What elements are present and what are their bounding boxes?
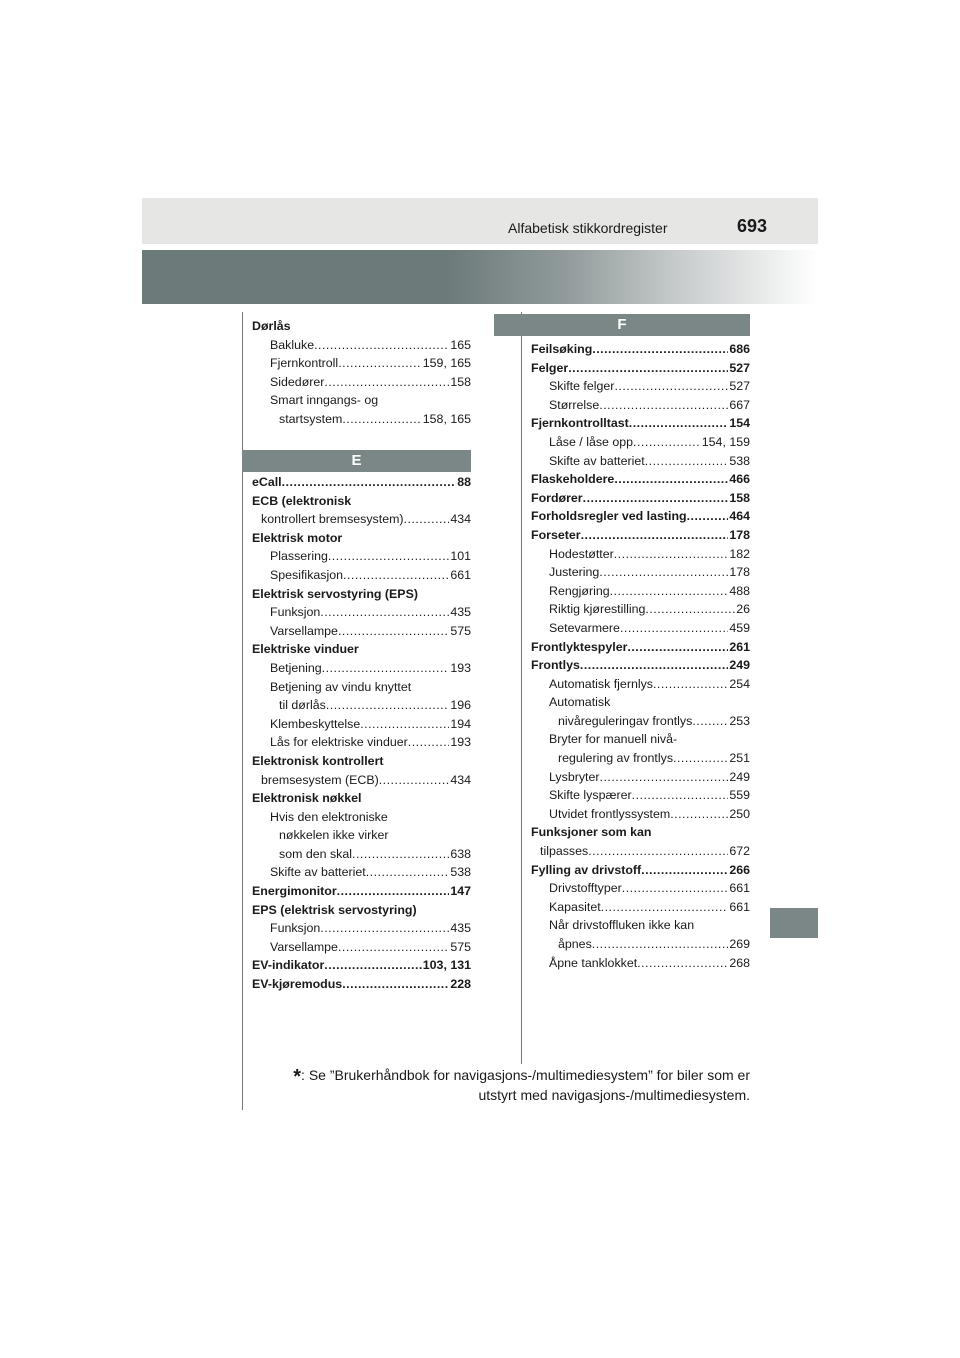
footnote [270,1066,750,1104]
index-entry [531,898,750,917]
entry-label: Justering [549,565,600,580]
dot-leader [592,935,729,954]
entry-label: Elektronisk kontrollert [252,753,384,768]
entry-label: Forseter [531,527,581,542]
entry-page-ref: 464 [729,509,750,524]
index-entry [252,622,471,641]
dot-leader [581,526,729,545]
index-entry [531,507,750,526]
entry-label: Bakluke [270,337,315,352]
left-column-top [252,317,471,429]
dot-leader [601,898,729,917]
entry-label: Elektrisk servostyring (EPS) [252,586,418,601]
entry-label: ECB (elektronisk [252,493,352,508]
entry-label: Rengjøring [549,583,610,598]
entry-page-ref: 254 [729,676,750,691]
entry-label: Energimonitor [252,884,337,899]
index-entry [252,510,471,529]
entry-label: Fjernkontrolltast [531,416,629,431]
entry-label: Betjening [270,660,322,675]
dot-leader [328,547,449,566]
index-entry [252,901,471,920]
dot-leader [282,473,457,492]
dot-leader [692,712,728,731]
entry-label: Funksjoner som kan [531,825,652,840]
entry-page-ref: 434 [450,512,471,527]
dot-leader [641,861,728,880]
entry-page-ref: 261 [729,639,750,654]
index-entry [252,808,471,827]
index-entry [252,882,471,901]
index-entry [252,336,471,355]
entry-label: Kapasitet [549,899,601,914]
dot-leader [583,489,729,508]
dot-leader [408,733,450,752]
index-entry [252,640,471,659]
index-entry [531,712,750,731]
index-entry [252,566,471,585]
entry-label: EV-indikator [252,958,325,973]
entry-label: Elektrisk motor [252,530,343,545]
entry-page-ref: 266 [729,862,750,877]
dot-leader [338,354,422,373]
entry-page-ref: 251 [729,751,750,766]
entry-page-ref: 661 [729,881,750,896]
index-entry [531,600,750,619]
dot-leader [338,938,449,957]
index-entry [531,730,750,749]
index-entry [531,582,750,601]
entry-page-ref: 538 [450,865,471,880]
index-entry [252,715,471,734]
entry-page-ref: 459 [729,620,750,635]
index-entry [531,693,750,712]
section-letter-e: E [242,450,471,472]
index-entry [531,842,750,861]
dot-leader [653,675,728,694]
entry-label: Felger [531,360,569,375]
entry-label: Spesifikasjon [270,567,344,582]
entry-label: Varsellampe [270,623,338,638]
dot-leader [360,715,449,734]
entry-label: regulering av frontlys [558,751,674,766]
dot-leader [670,805,728,824]
entry-label: Hodestøtter [549,546,614,561]
dot-leader [614,545,729,564]
index-entry [252,373,471,392]
entry-label: Bryter for manuell nivå- [549,732,678,747]
index-entry [252,752,471,771]
dot-leader [314,336,449,355]
entry-label: Hvis den elektroniske [270,809,388,824]
dot-leader [568,359,728,378]
entry-label: Åpne tanklokket [549,955,638,970]
entry-label: startsystem [279,411,343,426]
index-entry [252,845,471,864]
entry-page-ref: 196 [450,698,471,713]
index-entry [252,391,471,410]
index-entry [252,354,471,373]
dot-leader [324,373,449,392]
dot-leader [614,377,728,396]
index-entry [531,935,750,954]
entry-label: Sidedører [270,374,325,389]
index-entry [252,733,471,752]
header-title: Alfabetisk stikkordregister [508,220,668,236]
entry-label: kontrollert bremsesystem) [261,512,404,527]
index-entry [252,659,471,678]
dot-leader [620,619,728,638]
dot-leader [599,396,728,415]
entry-label: Utvidet frontlyssystem [549,806,671,821]
left-column-entries [252,473,471,994]
entry-label: EV-kjøremodus [252,977,343,992]
entry-page-ref: 661 [729,899,750,914]
dot-leader [366,863,450,882]
dot-leader [338,622,449,641]
entry-label: som den skal [279,846,353,861]
entry-page-ref: 26 [736,602,750,617]
dot-leader [580,656,728,675]
index-entry [531,656,750,675]
entry-label: Automatisk [549,695,611,710]
dot-leader [592,340,728,359]
entry-page-ref: 250 [729,806,750,821]
entry-label: Forholdsregler ved lasting [531,509,687,524]
dot-leader [673,749,728,768]
entry-page-ref: 435 [450,921,471,936]
entry-page-ref: 193 [450,735,471,750]
header-bar [142,198,818,244]
entry-label: Skifte lyspærer [549,788,632,803]
entry-page-ref: 686 [729,342,750,356]
entry-label: Betjening av vindu knyttet [270,679,412,694]
dot-leader [320,603,449,622]
entry-page-ref: 101 [450,549,471,564]
entry-label: nøkkelen ikke virker [279,828,389,843]
entry-label: EPS (elektrisk servostyring) [252,902,417,917]
index-entry [531,954,750,973]
entry-label: Elektriske vinduer [252,642,359,657]
dot-leader [627,638,728,657]
index-entry [531,916,750,935]
index-entry [531,619,750,638]
index-entry [531,359,750,378]
dot-leader [687,507,729,526]
entry-page-ref: 638 [450,846,471,861]
entry-label: Fjernkontroll [270,356,339,371]
dot-leader [622,879,729,898]
index-entry [252,863,471,882]
footnote-text: : Se ”Brukerhåndbok for navigasjons-/multimediesystem” for biler som er utstyrt med navigasjons-/multimediesystem. [301,1067,750,1103]
entry-label: Størrelse [549,397,600,412]
entry-label: nivåreguleringav frontlys [558,713,693,728]
section-letter-f: F [494,314,750,336]
entry-page-ref: 527 [729,360,750,375]
dot-leader [343,566,449,585]
entry-label: Frontlys [531,658,580,673]
entry-label: til dørlås [279,698,326,713]
entry-page-ref: 154, 159 [701,434,750,449]
entry-label: Lysbryter [549,769,600,784]
entry-page-ref: 154 [729,416,750,431]
index-entry [252,696,471,715]
dot-leader [404,510,450,529]
dot-leader [352,845,449,864]
entry-page-ref: 253 [729,713,750,728]
right-column-entries [531,340,750,972]
entry-page-ref: 559 [729,788,750,803]
index-entry [252,547,471,566]
dot-leader [633,433,701,452]
page-number: 693 [737,216,768,236]
dot-leader [645,452,729,471]
entry-label: Plassering [270,549,328,564]
dot-leader [610,582,729,601]
index-entry [531,879,750,898]
dot-leader [379,771,450,790]
entry-label: Dørlås [252,319,291,333]
entry-page-ref: 269 [729,937,750,951]
index-entry [252,492,471,511]
dot-leader [342,975,449,994]
index-entry [252,771,471,790]
entry-label: Varsellampe [270,939,338,954]
entry-page-ref: 158 [450,374,471,389]
entry-page-ref: 527 [729,379,750,394]
entry-label: Låse / låse opp [549,434,634,449]
entry-label: eCall [252,475,282,489]
index-entry [252,410,471,429]
dot-leader [342,410,421,429]
dot-leader [588,842,728,861]
entry-label: Smart inngangs- og [270,393,379,408]
entry-page-ref: 165 [450,337,471,352]
entry-page-ref: 193 [450,660,471,675]
entry-label: Drivstofftyper [549,881,622,896]
entry-page-ref: 466 [729,472,750,487]
index-entry [531,805,750,824]
entry-page-ref: 672 [729,844,750,859]
index-entry [252,678,471,697]
dot-leader [324,956,421,975]
dot-leader [614,470,728,489]
index-entry [531,414,750,433]
dot-leader [337,882,450,901]
index-entry [252,826,471,845]
entry-label: Fordører [531,490,583,505]
index-entry [531,340,750,359]
entry-page-ref: 538 [729,453,750,468]
index-entry [252,938,471,957]
entry-page-ref: 194 [450,716,471,731]
entry-page-ref: 147 [450,884,471,899]
dot-leader [599,563,728,582]
entry-page-ref: 488 [729,583,750,598]
entry-label: tilpasses [540,844,589,859]
index-entry [252,603,471,622]
entry-page-ref: 178 [729,527,750,542]
index-entry [531,452,750,471]
entry-label: Frontlyktespyler [531,639,628,654]
index-entry [252,789,471,808]
index-entry [531,563,750,582]
entry-page-ref: 667 [729,397,750,412]
entry-label: Lås for elektriske vinduer [270,735,408,750]
index-entry [531,823,750,842]
entry-label: Når drivstoffluken ikke kan [549,918,695,933]
entry-page-ref: 575 [450,939,471,954]
entry-label: Funksjon [270,605,321,620]
dot-leader [645,600,735,619]
entry-label: Fylling av drivstoff [531,862,642,877]
index-entry [252,919,471,938]
entry-page-ref: 103, 131 [422,958,471,973]
entry-page-ref: 249 [729,658,750,673]
index-entry [252,975,471,994]
entry-page-ref: 159, 165 [422,356,471,371]
entry-label: åpnes [558,937,592,951]
entry-page-ref: 182 [729,546,750,561]
index-thumb-tab [770,908,818,938]
entry-label: Flaskeholdere [531,472,615,487]
index-entry [252,585,471,604]
entry-page-ref: 435 [450,605,471,620]
entry-page-ref: 249 [729,769,750,784]
entry-page-ref: 158, 165 [422,411,471,426]
index-entry [531,545,750,564]
dot-leader [320,919,449,938]
entry-page-ref: 178 [729,565,750,580]
index-entry [252,473,471,492]
header-band [142,250,818,304]
index-entry [531,675,750,694]
index-entry [531,749,750,768]
index-entry [531,433,750,452]
index-entry [531,786,750,805]
entry-page-ref: 88 [457,475,471,489]
entry-label: Feilsøking [531,342,593,356]
index-entry [252,529,471,548]
left-margin-rule [242,312,243,1110]
index-entry [531,768,750,787]
entry-page-ref: 268 [729,955,750,970]
index-entry [531,526,750,545]
index-entry [531,489,750,508]
entry-page-ref: 661 [450,567,471,582]
entry-page-ref: 434 [450,772,471,787]
index-entry [531,396,750,415]
entry-page-ref: 228 [450,977,471,992]
entry-label: Funksjon [270,921,321,936]
entry-label: Skifte av batteriet [270,865,366,880]
entry-page-ref: 575 [450,623,471,638]
entry-label: Automatisk fjernlys [549,676,653,691]
index-entry [252,956,471,975]
index-entry [531,861,750,880]
index-entry [531,377,750,396]
footnote-symbol: * [293,1066,302,1088]
dot-leader [326,696,449,715]
entry-label: bremsesystem (ECB) [261,772,379,787]
entry-label: Riktig kjørestilling [549,602,646,617]
entry-label: Setevarmere [549,620,620,635]
entry-label: Klembeskyttelse [270,716,361,731]
dot-leader [600,768,729,787]
dot-leader [629,414,729,433]
dot-leader [637,954,728,973]
index-entry [531,638,750,657]
index-entry [252,317,471,336]
entry-label: Skifte av batteriet [549,453,645,468]
entry-label: Elektronisk nøkkel [252,791,362,806]
column-divider-rule [521,312,522,1064]
index-entry [531,470,750,489]
entry-label: Skifte felger [549,379,615,394]
dot-leader [322,659,450,678]
dot-leader [632,786,729,805]
entry-page-ref: 158 [729,490,750,505]
